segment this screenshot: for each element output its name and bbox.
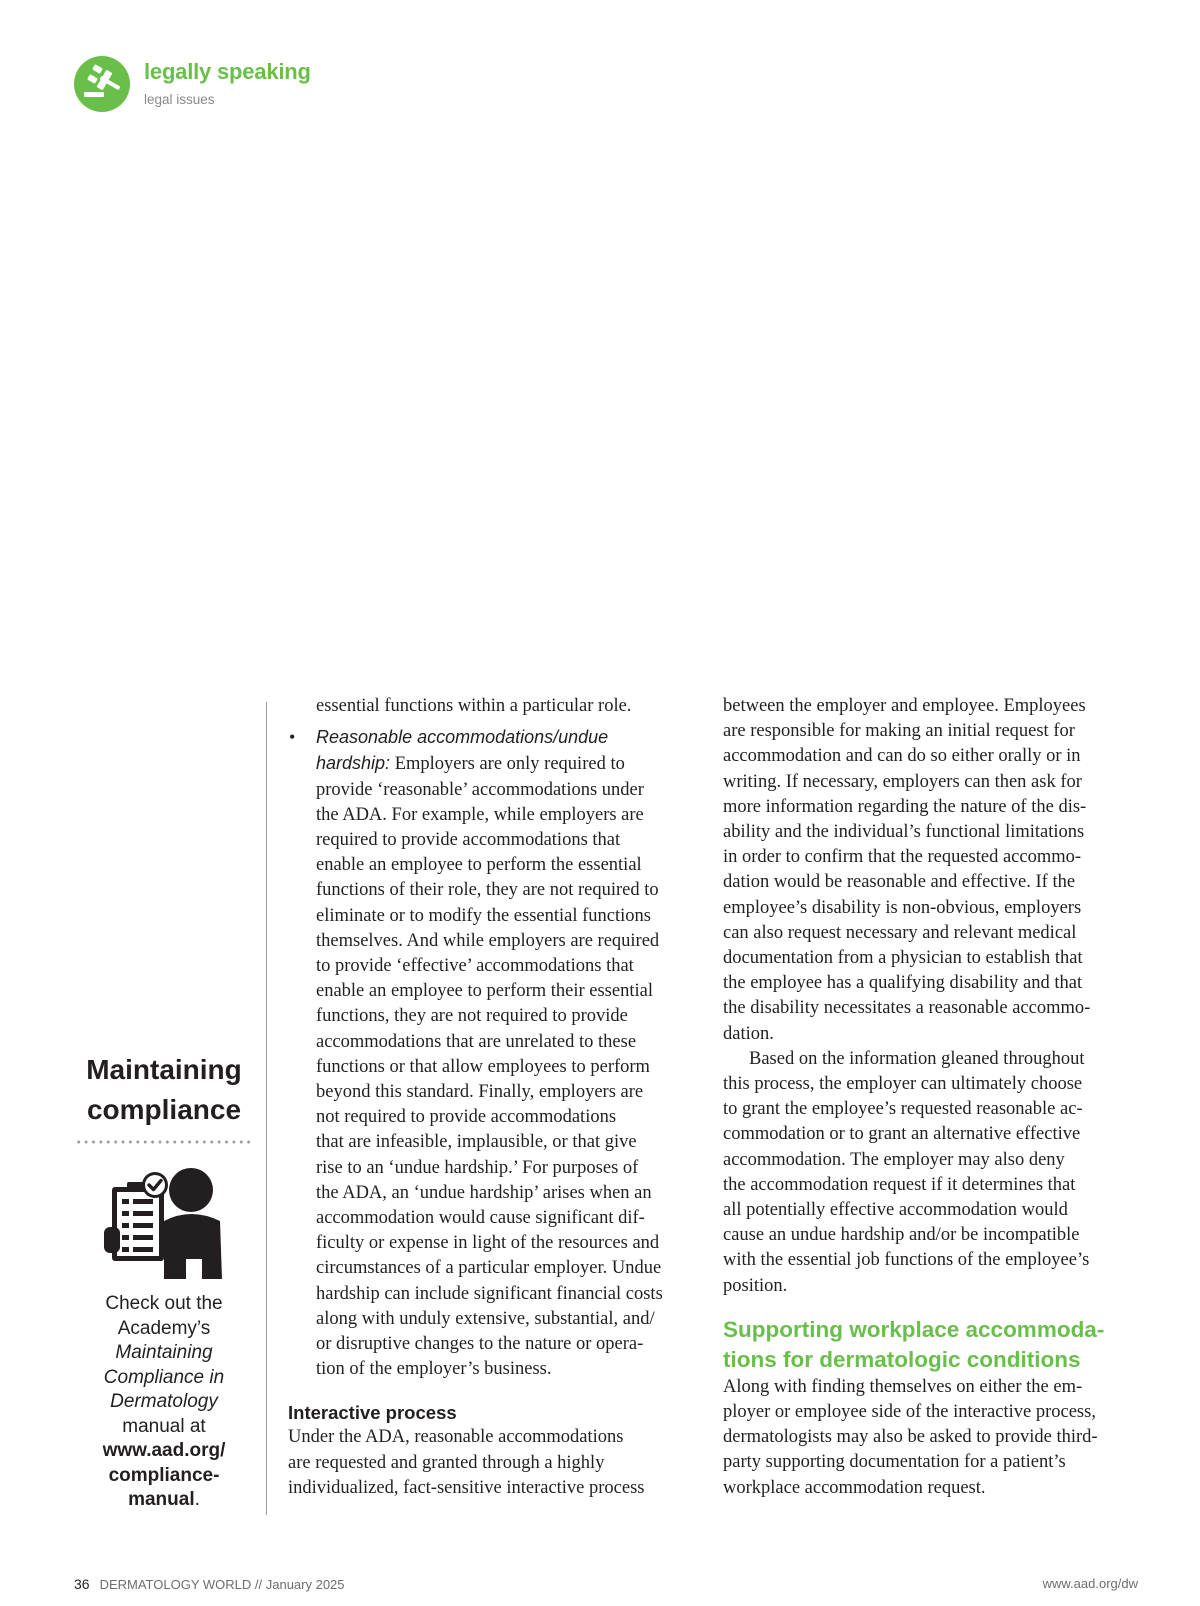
text-line: accommodation. The employer may also deny (723, 1149, 1065, 1170)
paragraph (288, 1425, 698, 1501)
bullet-dot: • (289, 727, 296, 748)
text-line: functions of their role, they are not required to (316, 880, 659, 901)
dotted-divider (75, 1140, 253, 1144)
text-line: tion of the employer’s business. (316, 1359, 552, 1380)
text-line: circumstances of a particular employer. Undue (316, 1258, 662, 1279)
text-line: party supporting documentation for a patient’s (723, 1452, 1066, 1473)
text-line: the ADA, an ‘undue hardship’ arises when an (316, 1182, 652, 1203)
text-line: Along with finding themselves on either the em- (723, 1376, 1083, 1397)
footer-left (74, 1576, 345, 1592)
text-line: eliminate or to modify the essential functions (316, 905, 651, 926)
text-line: functions, they are not required to provide (316, 1006, 628, 1027)
bullet-line (316, 751, 698, 777)
footer-url[interactable]: www.aad.org/dw (1042, 1576, 1138, 1591)
sidebar-text-line: Check out the (105, 1293, 223, 1314)
text-line: or disruptive changes to the nature or opera- (316, 1334, 644, 1355)
text-line: dation would be reasonable and effective. If the (723, 872, 1076, 893)
text-line: workplace accommodation request. (723, 1477, 986, 1498)
sidebar-text-line (70, 1341, 258, 1366)
subheading-interactive-process: Interactive process (288, 1402, 457, 1424)
text-line: ficulty or expense in light of the resources and (316, 1233, 660, 1254)
text-line: between the employer and employee. Employees (723, 696, 1086, 716)
compliance-manual-link[interactable]: manual (128, 1489, 195, 1510)
bullet-text: Employers are only required to (390, 754, 625, 775)
text-line: position. (723, 1275, 788, 1296)
sidebar-callout (70, 1050, 258, 1513)
text-line: beyond this standard. Finally, employers are (316, 1082, 644, 1103)
section-header (74, 56, 394, 112)
text-line: the employee has a qualifying disability and that (723, 973, 1083, 994)
manual-title: Maintaining (115, 1342, 213, 1363)
bullet-item (288, 725, 698, 1382)
text-line: rise to an ‘undue hardship.’ For purposes of (316, 1157, 639, 1178)
compliance-manual-link[interactable]: www.aad.org/ (102, 1440, 226, 1461)
text-line: accommodation and can do so either orally or in (723, 746, 1081, 767)
section-heading: Supporting workplace accommoda- (723, 1316, 1105, 1342)
sidebar-link (70, 1464, 258, 1489)
text-line: to grant the employee’s requested reasonable ac- (723, 1099, 1083, 1120)
sidebar-text (70, 1292, 258, 1513)
article-column-1 (288, 694, 698, 1501)
vertical-rule (266, 702, 267, 1515)
text-line: ability and the individual’s functional limitations (723, 822, 1085, 843)
text-line: are requested and granted through a highly (288, 1452, 605, 1473)
text-line: accommodations that are unrelated to these (316, 1031, 637, 1052)
text-line: can also request necessary and relevant medical (723, 922, 1077, 943)
section-title: legally speaking (144, 59, 311, 84)
sidebar-text-line: Academy’s (117, 1317, 211, 1339)
text-line: that are infeasible, implausible, or that give (316, 1132, 637, 1153)
bullet-lead-in: Reasonable accommodations/undue (316, 727, 609, 748)
text-line: the disability necessitates a reasonable accommo- (723, 998, 1091, 1019)
sidebar-text-line (70, 1390, 258, 1415)
text-line: hardship can include significant financial costs (316, 1283, 663, 1304)
text-line: in order to confirm that the requested accommo- (723, 847, 1082, 868)
text-line: individualized, fact-sensitive interactive process (288, 1477, 645, 1498)
bullet-body (316, 778, 698, 1383)
text-line: enable an employee to perform the essential (316, 855, 642, 876)
paragraph (723, 1375, 1135, 1501)
text-line: cause an undue hardship and/or be incompatible (723, 1225, 1080, 1246)
text-line: more information regarding the nature of the dis- (723, 796, 1087, 817)
text-line: functions or that allow employees to perform (316, 1056, 650, 1077)
sidebar-title-line: compliance (86, 1094, 242, 1125)
text-line: themselves. And while employers are required (316, 930, 660, 951)
text-line: employee’s disability is non-obvious, employers (723, 897, 1082, 918)
bullet-line (316, 725, 698, 751)
text-line: not required to provide accommodations (316, 1107, 617, 1128)
sidebar-title (70, 1050, 258, 1130)
gavel-icon (74, 56, 130, 112)
paragraph (723, 694, 1135, 1047)
text-line: to provide ‘effective’ accommodations that (316, 956, 634, 977)
text-line: provide ‘reasonable’ accommodations under (316, 779, 644, 800)
sidebar-link (70, 1488, 258, 1513)
text-line: writing. If necessary, employers can then ask for (723, 771, 1082, 792)
text-line: dation. (723, 1023, 774, 1044)
compliance-manual-link[interactable]: compliance- (108, 1464, 220, 1486)
text-line: accommodation would cause significant dif- (316, 1208, 645, 1229)
text-line: are responsible for making an initial request for (723, 721, 1075, 742)
text-line: Based on the information gleaned throughout (749, 1048, 1085, 1069)
text-line: Under the ADA, reasonable accommodations (288, 1427, 624, 1448)
bullet-lead-in: hardship: (316, 753, 391, 774)
manual-title: Compliance in (103, 1366, 225, 1388)
text-line: enable an employee to perform their essential (316, 981, 653, 1002)
article-column-2 (723, 694, 1135, 1501)
footer-separator: // (251, 1577, 266, 1592)
publication-name: DERMATOLOGY WORLD (99, 1577, 252, 1592)
compliance-checklist-person-icon (94, 1161, 234, 1281)
manual-title: Dermatology (110, 1391, 218, 1412)
text-line: the accommodation request if it determines that (723, 1174, 1076, 1195)
text-line: ployer or employee side of the interactive process, (723, 1402, 1096, 1423)
paragraph-indented (723, 1047, 1135, 1299)
sidebar-punct: . (194, 1489, 200, 1510)
text-line: required to provide accommodations that (316, 830, 621, 851)
text-line: this process, the employer can ultimately choose (723, 1074, 1083, 1095)
text-line: commodation or to grant an alternative effective (723, 1124, 1081, 1145)
section-heading: tions for dermatologic conditions (723, 1346, 1081, 1372)
text-line: dermatologists may also be asked to provide third- (723, 1427, 1098, 1448)
text-line: documentation from a physician to establish that (723, 948, 1083, 969)
page-number: 36 (74, 1576, 90, 1592)
text-line: all potentially effective accommodation would (723, 1200, 1068, 1221)
section-subtitle: legal issues (144, 92, 215, 107)
text-line: with the essential job functions of the employee’s (723, 1250, 1090, 1271)
sidebar-text-line (70, 1366, 258, 1391)
text-line: along with unduly extensive, substantial, and/ (316, 1308, 655, 1329)
text-line: the ADA. For example, while employers are (316, 804, 644, 825)
issue-date: January 2025 (265, 1577, 345, 1592)
paragraph-continuation (288, 694, 698, 719)
text-line: essential functions within a particular role. (316, 696, 632, 716)
sidebar-link (70, 1439, 258, 1464)
sidebar-title-line: Maintaining (86, 1054, 242, 1085)
sidebar-text-line: manual at (122, 1415, 206, 1437)
